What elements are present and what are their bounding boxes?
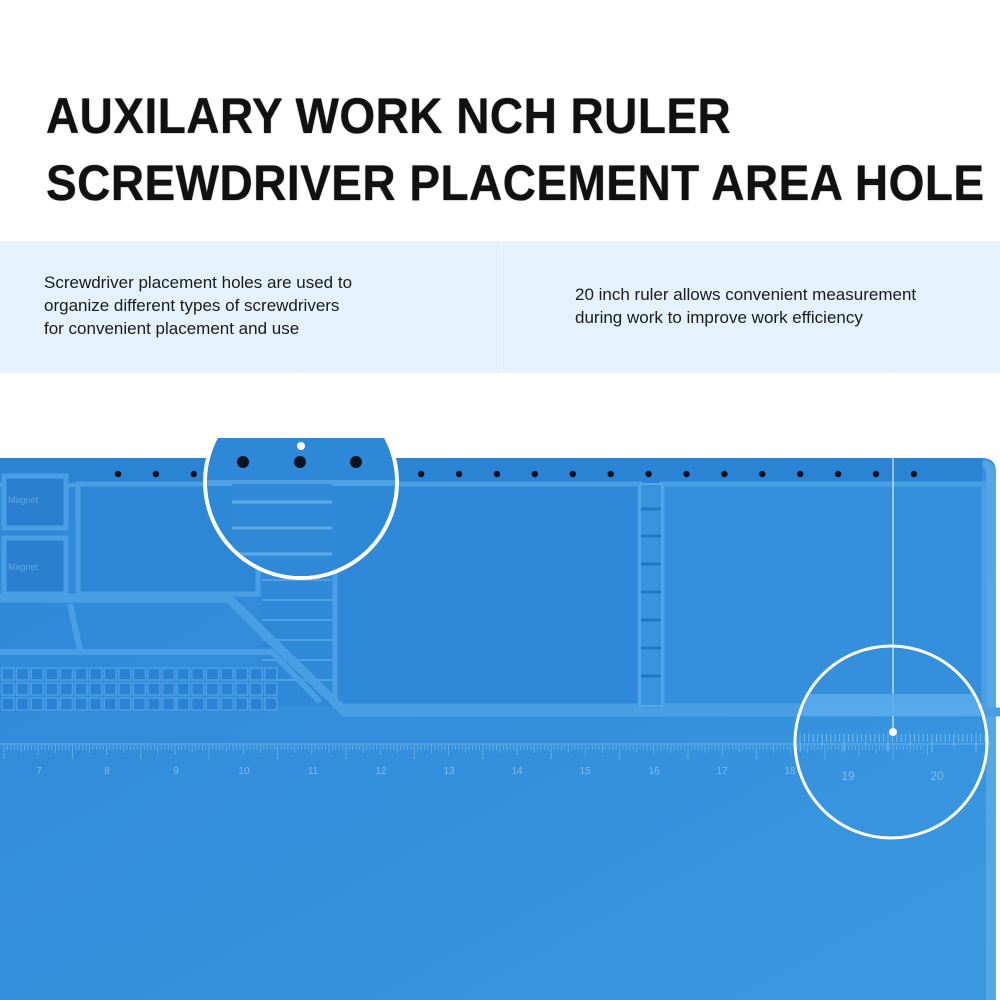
- grid-cell: [46, 668, 58, 680]
- ruler-number: 16: [648, 766, 660, 777]
- grid-cell: [46, 698, 58, 710]
- grid-cell: [192, 683, 204, 695]
- hole: [683, 471, 689, 477]
- grid-cell: [192, 698, 204, 710]
- callout-text-screwdriver-holes: [44, 271, 424, 340]
- grid-cell: [90, 698, 102, 710]
- grid-cell: [90, 668, 102, 680]
- grid-cell: [75, 698, 87, 710]
- grid-cell: [17, 698, 29, 710]
- callout-text-inch-ruler: [575, 283, 985, 329]
- grid-cell: [163, 668, 175, 680]
- grid-cell: [75, 683, 87, 695]
- hole: [721, 471, 727, 477]
- grid-cell: [250, 698, 262, 710]
- grid-cell: [148, 698, 160, 710]
- grid-cell: [119, 683, 131, 695]
- grid-cell: [2, 683, 14, 695]
- grid-cell: [31, 668, 43, 680]
- ruler-number: 20: [930, 769, 944, 783]
- hole: [608, 471, 614, 477]
- ruler-number: 12: [375, 766, 387, 777]
- ruler-number: 9: [173, 766, 179, 777]
- ruler-number: 11: [307, 766, 319, 777]
- callout-line: for convenient placement and use: [44, 319, 300, 338]
- ruler-number: 7: [36, 766, 42, 777]
- grid-cell: [2, 668, 14, 680]
- grid-cell: [148, 683, 160, 695]
- hole: [350, 456, 362, 468]
- grid-cell: [177, 698, 189, 710]
- grid-cell: [60, 668, 72, 680]
- grid-cell: [17, 668, 29, 680]
- ruler-number: 13: [443, 766, 455, 777]
- hole: [294, 456, 306, 468]
- grid-cell: [236, 683, 248, 695]
- headline-line-2: SCREWDRIVER PLACEMENT AREA HOLE: [46, 155, 985, 211]
- magnet-label: Magnet: [8, 562, 39, 572]
- hole: [911, 471, 917, 477]
- hole: [570, 471, 576, 477]
- grid-cell: [250, 683, 262, 695]
- ruler-number: 15: [579, 766, 591, 777]
- grid-cell: [177, 683, 189, 695]
- hole: [456, 471, 462, 477]
- ruler-number: 10: [238, 766, 250, 777]
- grid-cell: [177, 668, 189, 680]
- grid-cell: [221, 683, 233, 695]
- grid-cell: [60, 698, 72, 710]
- grid-cell: [250, 668, 262, 680]
- grid-cell: [119, 698, 131, 710]
- headline-line-1: AUXILARY WORK NCH RULER: [46, 88, 732, 144]
- grid-cell: [163, 698, 175, 710]
- grid-cell: [17, 683, 29, 695]
- grid-cell: [119, 668, 131, 680]
- grid-cell: [60, 683, 72, 695]
- hole: [835, 471, 841, 477]
- hole: [237, 456, 249, 468]
- small-parts-grid: [2, 668, 277, 710]
- mat-top-rim: [0, 458, 982, 484]
- ruler-number: 19: [841, 769, 855, 783]
- hole: [532, 471, 538, 477]
- hole: [797, 471, 803, 477]
- hole: [153, 471, 159, 477]
- grid-cell: [236, 668, 248, 680]
- callout-line: 20 inch ruler allows convenient measurement: [575, 285, 917, 304]
- hole: [191, 471, 197, 477]
- grid-cell: [265, 683, 277, 695]
- grid-cell: [265, 698, 277, 710]
- hole: [418, 471, 424, 477]
- grid-cell: [133, 698, 145, 710]
- magnet-label: Magnet: [8, 495, 39, 505]
- grid-cell: [104, 668, 116, 680]
- grid-cell: [236, 698, 248, 710]
- ruler-number: 8: [104, 766, 110, 777]
- divider-bar: [640, 484, 662, 706]
- callout-line: Screwdriver placement holes are used to: [44, 273, 353, 292]
- grid-cell: [148, 668, 160, 680]
- grid-cell: [206, 698, 218, 710]
- ruler-number: 17: [716, 766, 728, 777]
- grid-cell: [104, 683, 116, 695]
- grid-cell: [221, 698, 233, 710]
- callout-divider: [501, 241, 502, 373]
- grid-cell: [206, 683, 218, 695]
- hole: [115, 471, 121, 477]
- grid-cell: [104, 698, 116, 710]
- grid-cell: [75, 668, 87, 680]
- grid-cell: [31, 698, 43, 710]
- hole: [759, 471, 765, 477]
- grid-cell: [90, 683, 102, 695]
- callout-line: organize different types of screwdrivers: [44, 296, 340, 315]
- grid-cell: [265, 668, 277, 680]
- grid-cell: [192, 668, 204, 680]
- silicone-mat-illustration: [0, 372, 1000, 1000]
- hole: [645, 471, 651, 477]
- grid-cell: [133, 683, 145, 695]
- grid-cell: [46, 683, 58, 695]
- ruler-number: 18: [784, 766, 796, 777]
- grid-cell: [206, 668, 218, 680]
- callout-line: during work to improve work efficiency: [575, 308, 863, 327]
- hole: [873, 471, 879, 477]
- grid-cell: [163, 683, 175, 695]
- grid-cell: [2, 698, 14, 710]
- grid-cell: [221, 668, 233, 680]
- grid-cell: [31, 683, 43, 695]
- grid-cell: [133, 668, 145, 680]
- ruler-number: 14: [511, 766, 523, 777]
- hole: [494, 471, 500, 477]
